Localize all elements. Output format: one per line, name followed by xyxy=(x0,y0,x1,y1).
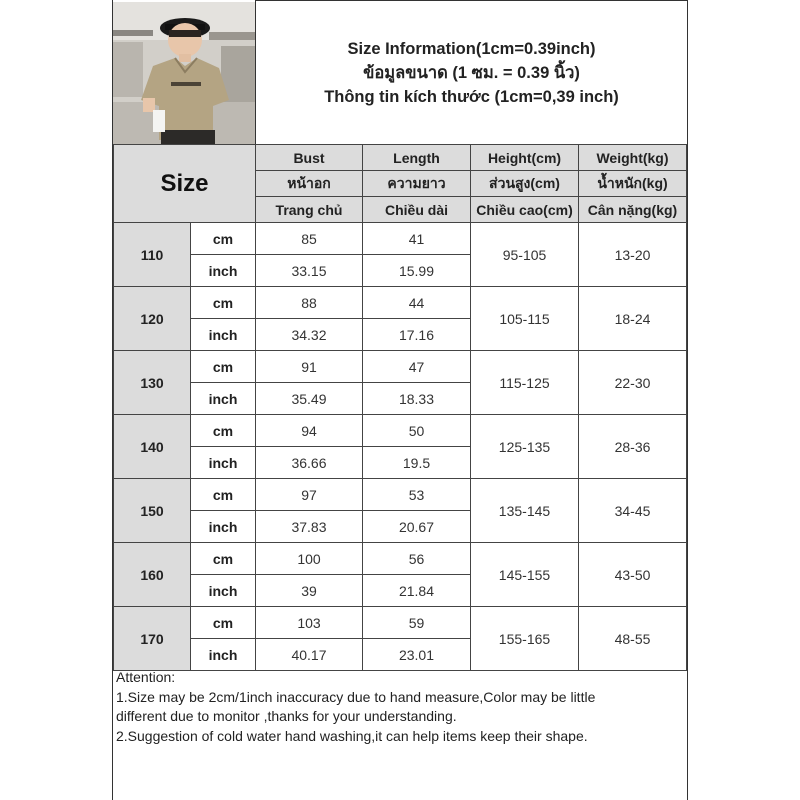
unit-inch: inch xyxy=(191,575,256,607)
height-range: 105-115 xyxy=(471,287,579,351)
unit-inch: inch xyxy=(191,383,256,415)
unit-cm: cm xyxy=(191,287,256,319)
col-bust-th: หน้าอก xyxy=(256,171,363,197)
height-range: 125-135 xyxy=(471,415,579,479)
bust-cm: 91 xyxy=(256,351,363,383)
size-row-cm xyxy=(114,543,687,575)
unit-inch: inch xyxy=(191,639,256,671)
unit-inch: inch xyxy=(191,511,256,543)
height-range: 115-125 xyxy=(471,351,579,415)
title-english: Size Information(1cm=0.39inch) xyxy=(347,39,596,58)
size-row-cm xyxy=(114,287,687,319)
weight-range: 22-30 xyxy=(579,351,687,415)
size-row-cm xyxy=(114,415,687,447)
weight-range: 13-20 xyxy=(579,223,687,287)
col-height-en: Height(cm) xyxy=(471,145,579,171)
title-thai: ข้อมูลขนาด (1 ซม. = 0.39 นิ้ว) xyxy=(363,63,580,82)
col-bust-en: Bust xyxy=(256,145,363,171)
col-height-th: ส่วนสูง(cm) xyxy=(471,171,579,197)
size-value: 120 xyxy=(114,287,191,351)
col-weight-en: Weight(kg) xyxy=(579,145,687,171)
size-row-cm xyxy=(114,607,687,639)
weight-range: 48-55 xyxy=(579,607,687,671)
bust-cm: 94 xyxy=(256,415,363,447)
product-photo xyxy=(113,2,255,144)
length-cm: 59 xyxy=(363,607,471,639)
weight-range: 34-45 xyxy=(579,479,687,543)
length-inch: 19.5 xyxy=(363,447,471,479)
length-cm: 56 xyxy=(363,543,471,575)
weight-range: 28-36 xyxy=(579,415,687,479)
length-inch: 23.01 xyxy=(363,639,471,671)
bust-inch: 34.32 xyxy=(256,319,363,351)
bust-cm: 103 xyxy=(256,607,363,639)
unit-inch: inch xyxy=(191,319,256,351)
size-table xyxy=(113,144,687,671)
note-line-1b: different due to monitor ,thanks for your understanding. xyxy=(116,708,457,724)
col-bust-vi: Trang chủ xyxy=(256,197,363,223)
bust-inch: 40.17 xyxy=(256,639,363,671)
unit-cm: cm xyxy=(191,543,256,575)
unit-inch: inch xyxy=(191,447,256,479)
note-line-1a: 1.Size may be 2cm/1inch inaccuracy due to hand measure,Color may be little xyxy=(116,688,596,705)
note-line-2: 2.Suggestion of cold water hand washing,it can help items keep their shape. xyxy=(116,727,588,744)
bust-cm: 97 xyxy=(256,479,363,511)
length-inch: 21.84 xyxy=(363,575,471,607)
title-vietnamese: Thông tin kích thước (1cm=0,39 inch) xyxy=(324,87,619,106)
weight-range: 18-24 xyxy=(579,287,687,351)
unit-cm: cm xyxy=(191,607,256,639)
size-row-cm xyxy=(114,351,687,383)
length-cm: 44 xyxy=(363,287,471,319)
bust-inch: 39 xyxy=(256,575,363,607)
unit-cm: cm xyxy=(191,223,256,255)
size-value: 160 xyxy=(114,543,191,607)
bust-cm: 85 xyxy=(256,223,363,255)
child-model-image xyxy=(113,2,255,144)
col-length-th: ความยาว xyxy=(363,171,471,197)
bust-cm: 100 xyxy=(256,543,363,575)
bust-inch: 37.83 xyxy=(256,511,363,543)
length-cm: 50 xyxy=(363,415,471,447)
length-cm: 41 xyxy=(363,223,471,255)
col-length-en: Length xyxy=(363,145,471,171)
height-range: 135-145 xyxy=(471,479,579,543)
size-header: Size xyxy=(114,145,256,223)
height-range: 145-155 xyxy=(471,543,579,607)
attention-notes xyxy=(116,668,684,746)
size-value: 170 xyxy=(114,607,191,671)
unit-inch: inch xyxy=(191,255,256,287)
col-weight-vi: Cân nặng(kg) xyxy=(579,197,687,223)
length-inch: 18.33 xyxy=(363,383,471,415)
col-height-vi: Chiều cao(cm) xyxy=(471,197,579,223)
unit-cm: cm xyxy=(191,415,256,447)
unit-cm: cm xyxy=(191,351,256,383)
length-inch: 17.16 xyxy=(363,319,471,351)
size-value: 130 xyxy=(114,351,191,415)
length-cm: 47 xyxy=(363,351,471,383)
bust-inch: 35.49 xyxy=(256,383,363,415)
col-length-vi: Chiều dài xyxy=(363,197,471,223)
notes-heading: Attention: xyxy=(116,669,176,685)
unit-cm: cm xyxy=(191,479,256,511)
height-range: 95-105 xyxy=(471,223,579,287)
length-cm: 53 xyxy=(363,479,471,511)
length-inch: 20.67 xyxy=(363,511,471,543)
header-row-english xyxy=(114,145,687,171)
size-value: 110 xyxy=(114,223,191,287)
size-row-cm xyxy=(114,223,687,255)
size-value: 150 xyxy=(114,479,191,543)
size-value: 140 xyxy=(114,415,191,479)
bust-inch: 33.15 xyxy=(256,255,363,287)
weight-range: 43-50 xyxy=(579,543,687,607)
col-weight-th: น้ำหนัก(kg) xyxy=(579,171,687,197)
bust-inch: 36.66 xyxy=(256,447,363,479)
bust-cm: 88 xyxy=(256,287,363,319)
length-inch: 15.99 xyxy=(363,255,471,287)
size-row-cm xyxy=(114,479,687,511)
size-information-title xyxy=(255,0,687,144)
height-range: 155-165 xyxy=(471,607,579,671)
